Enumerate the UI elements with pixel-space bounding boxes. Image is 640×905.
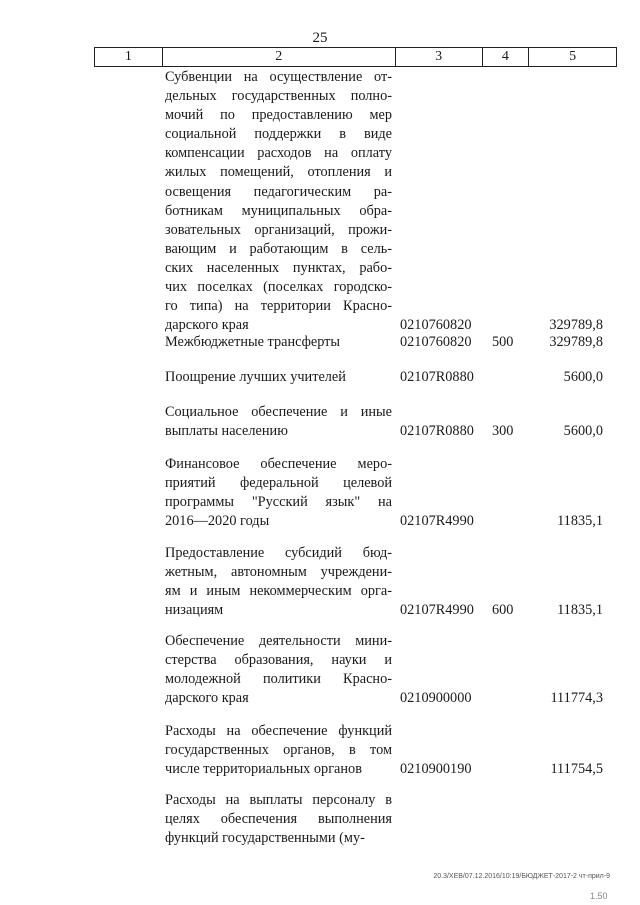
description-line: Поощрение лучших учителей [165, 369, 346, 385]
description-line: Расходы на обеспечение функций [165, 723, 392, 739]
header-col-1: 1 [95, 48, 163, 66]
header-col-5: 5 [569, 49, 577, 64]
row-amount: 11835,1 [557, 513, 603, 530]
row-description [165, 68, 392, 335]
description-line: Финансовое обеспечение меро- [165, 456, 392, 472]
description-line: целях обеспечения выполнения [165, 811, 392, 828]
description-line: молодежной политики Красно- [165, 671, 392, 688]
row-description [165, 333, 392, 352]
description-line: вающим и работающим в сель- [165, 240, 392, 257]
row-amount: 329789,8 [549, 317, 603, 334]
row-code: 0210900190 [400, 761, 472, 778]
row-code: 02107R4990 [400, 602, 474, 619]
row-description [165, 403, 392, 441]
row-code: 0210900000 [400, 690, 472, 707]
description-line: 2016—2020 годы [165, 513, 270, 530]
row-amount: 5600,0 [563, 369, 603, 385]
row-code: 0210760820 [400, 317, 472, 334]
page-number: 25 [312, 30, 328, 46]
row-description [165, 368, 392, 387]
row-description [165, 632, 392, 708]
row-code: 0210760820 [400, 334, 472, 350]
row-amount: 111774,3 [550, 690, 603, 707]
description-line: ботникам муниципальных обра- [165, 202, 392, 219]
footer-document-code: 20.3/ХЕВ/07.12.2016/10:19/БЮДЖЕТ-2017-2 чт-прил-9 [433, 873, 610, 880]
footer-mark: 1.50 [590, 891, 608, 901]
description-line: стерства образования, науки и [165, 652, 392, 669]
description-line: функций государственными (му- [165, 830, 365, 847]
description-line: компенсации расходов на оплату [165, 145, 392, 162]
description-line: социальной поддержки в виде [165, 126, 392, 143]
description-line: дарского края [165, 690, 249, 707]
description-line: низациям [165, 602, 224, 619]
row-amount: 11835,1 [557, 602, 603, 619]
description-line: государственных органов, в том [165, 742, 392, 759]
description-line: Обеспечение деятельности мини- [165, 633, 392, 649]
description-line: дельных государственных полно- [165, 88, 392, 105]
description-line: Межбюджетные трансферты [165, 334, 341, 350]
description-line: выплаты населению [165, 423, 288, 440]
description-line: освещения педагогическим ра- [165, 183, 392, 200]
row-description [165, 455, 392, 531]
description-line: Расходы на выплаты персоналу в [165, 792, 392, 808]
description-line: жетным, автономным учреждени- [165, 564, 392, 581]
description-line: жилых помещений, отопления и [165, 164, 392, 181]
row-description [165, 791, 392, 848]
header-col-2: 2 [163, 48, 396, 66]
description-line: Социальное обеспечение и иные [165, 404, 392, 420]
description-line: числе территориальных органов [165, 761, 362, 778]
row-expense-type: 500 [492, 334, 514, 350]
description-line: чих поселках (поселках городско- [165, 279, 392, 296]
description-line: ям и иным некоммерческим орга- [165, 583, 392, 600]
row-code: 02107R0880 [400, 369, 474, 385]
row-amount: 5600,0 [563, 423, 603, 440]
header-col-4: 4 [483, 48, 530, 66]
row-expense-type: 300 [492, 423, 514, 440]
description-line: Субвенции на осуществление от- [165, 69, 392, 85]
description-line: зовательных организаций, прожи- [165, 221, 392, 238]
row-description [165, 722, 392, 779]
row-code: 02107R0880 [400, 423, 474, 440]
table-header [94, 47, 617, 67]
row-expense-type: 600 [492, 602, 514, 619]
description-line: Предоставление субсидий бюд- [165, 545, 392, 561]
row-amount: 329789,8 [549, 334, 603, 350]
row-description [165, 544, 392, 620]
row-amount: 111754,5 [550, 761, 603, 778]
description-line: приятий федеральной целевой [165, 475, 392, 492]
header-col-3: 3 [396, 48, 483, 66]
description-line: го типа) на территории Красно- [165, 298, 392, 315]
description-line: мочий по предоставлению мер [165, 107, 392, 124]
description-line: ских населенных пунктах, рабо- [165, 259, 392, 276]
description-line: программы "Русский язык" на [165, 494, 392, 511]
description-line: дарского края [165, 317, 249, 334]
row-code: 02107R4990 [400, 513, 474, 530]
